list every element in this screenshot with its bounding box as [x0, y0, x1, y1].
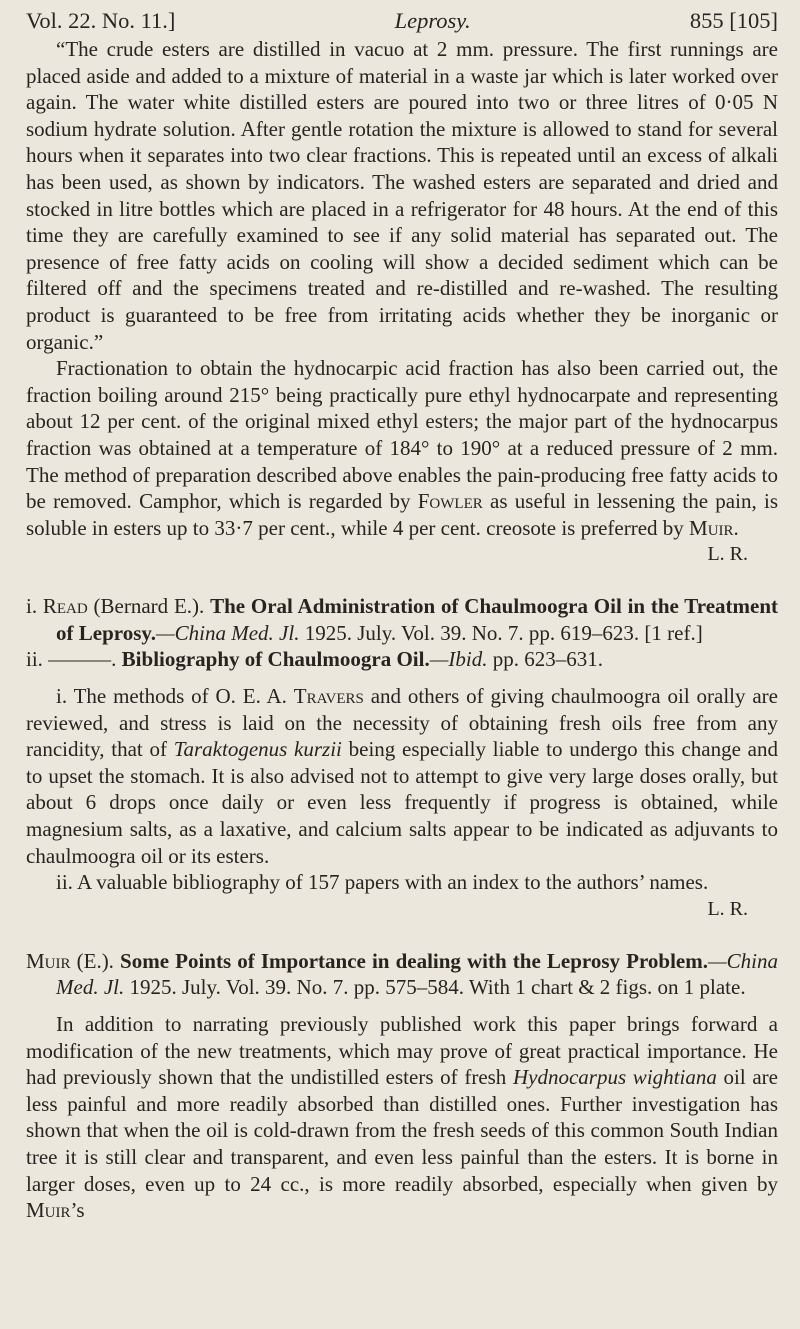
reference-title: Some Points of Importance in dealing with the Leprosy Problem. [120, 948, 708, 973]
running-title: Leprosy. [394, 8, 471, 33]
reviewer-initials: L. R. [707, 897, 748, 920]
reference-read-1: i. Read (Bernard E.). The Oral Administration of Chaulmoogra Oil in the Treatment of Leprosy.—China Med. Jl. 1925. July. Vol. 39. No. 7. pp. 619–623. [1 ref.] [26, 594, 778, 645]
running-header [26, 6, 778, 36]
summary-read-2: ii. A valuable bibliography of 157 papers with an index to the authors’ names. [56, 870, 709, 895]
author-muir: Muir [689, 515, 734, 540]
reviewer-initials: L. R. [707, 543, 748, 566]
author-fowler: Fowler [417, 489, 483, 514]
quote-paragraph: “The crude esters are distilled in vacuo at 2 mm. pressure. The first runnings are placed aside and added to a mixture of material in a waste jar which is later worked over again. The water white distilled esters are poured into two or three litres of 0·05 N sodium hydrate solution. After gentle rotation the mixture is allowed to stand for several hours when it separates into two clear fractions. This is repeated until an excess of alkali has been used, as shown by indicators. The washed esters are separated and dried and stocked in litre bottles which are placed in a refrigerator for 48 hours. At the end of this time they are carefully examined to see if any solid material has separated out. The presence of free fatty acids on cooling will show a decided sediment which can be filtered off and the specimens treated and re-distilled and re-washed. The resulting product is guaranteed to be free from irritating acids whether they be inorganic or organic.” [26, 37, 778, 354]
fractionation-paragraph: Fractionation to obtain the hydnocarpic acid fraction has also been carried out, the fraction boiling around 215° being practically pure ethyl hydnocarpate and representing about 12 per cent. of the original mixed ethyl esters; the major part of the hydnocarpus fraction was obtained at a temperature of 184° to 190° at a reduced pressure of 2 mm. The method of preparation described above enables the pain-producing free fatty acids to be removed. Camphor, which is regarded by Fowler as useful in lessening the pain, is soluble in esters up to 33·7 per cent., while 4 per cent. creosote is preferred by Muir. [26, 356, 778, 540]
page-number: 855 [105] [689, 8, 778, 33]
reference-read-2: ii. ———. Bibliography of Chaulmoogra Oil.—Ibid. pp. 623–631. [26, 647, 603, 672]
reference-title: The Oral Administration of Chaulmoogra Oil in the Treatment of Leprosy. [56, 594, 778, 645]
volume-label: Vol. 22. No. 11.] [26, 8, 176, 33]
reference-title: Bibliography of Chaulmoogra Oil. [121, 647, 430, 672]
reference-muir: Muir (E.). Some Points of Importance in dealing with the Leprosy Problem.—China Med. Jl. 1925. July. Vol. 39. No. 7. pp. 575–584. With 1 chart & 2 figs. on 1 plate. [26, 948, 778, 1000]
summary-muir: In addition to narrating previously published work this paper brings forward a modification of the new treatments, which may prove of great practical importance. He had previously shown that the undistilled esters of fresh Hydnocarpus wightiana oil are less painful and more readily absorbed than distilled ones. Further investigation has shown that when the oil is cold-drawn from the fresh seeds of this common South Indian tree it is still clear and transparent, and even less painful than the esters. It is borne in larger doses, even up to 24 cc., is more readily absorbed, especially when given by Muir’s [26, 1012, 778, 1223]
summary-read-1: i. The methods of O. E. A. Travers and others of giving chaulmoogra oil orally are reviewed, and stress is laid on the necessity of obtaining fresh oils free from any rancidity, that of Taraktogenus kurzii being especially liable to undergo this change and to upset the stomach. It is also advised not to attempt to give very large doses orally, but about 6 drops once daily or even less frequently if progress is obtained, while magnesium salts, as a laxative, and calcium salts appear to be indicated as adjuvants to chaulmoogra oil or its esters. [26, 684, 778, 868]
